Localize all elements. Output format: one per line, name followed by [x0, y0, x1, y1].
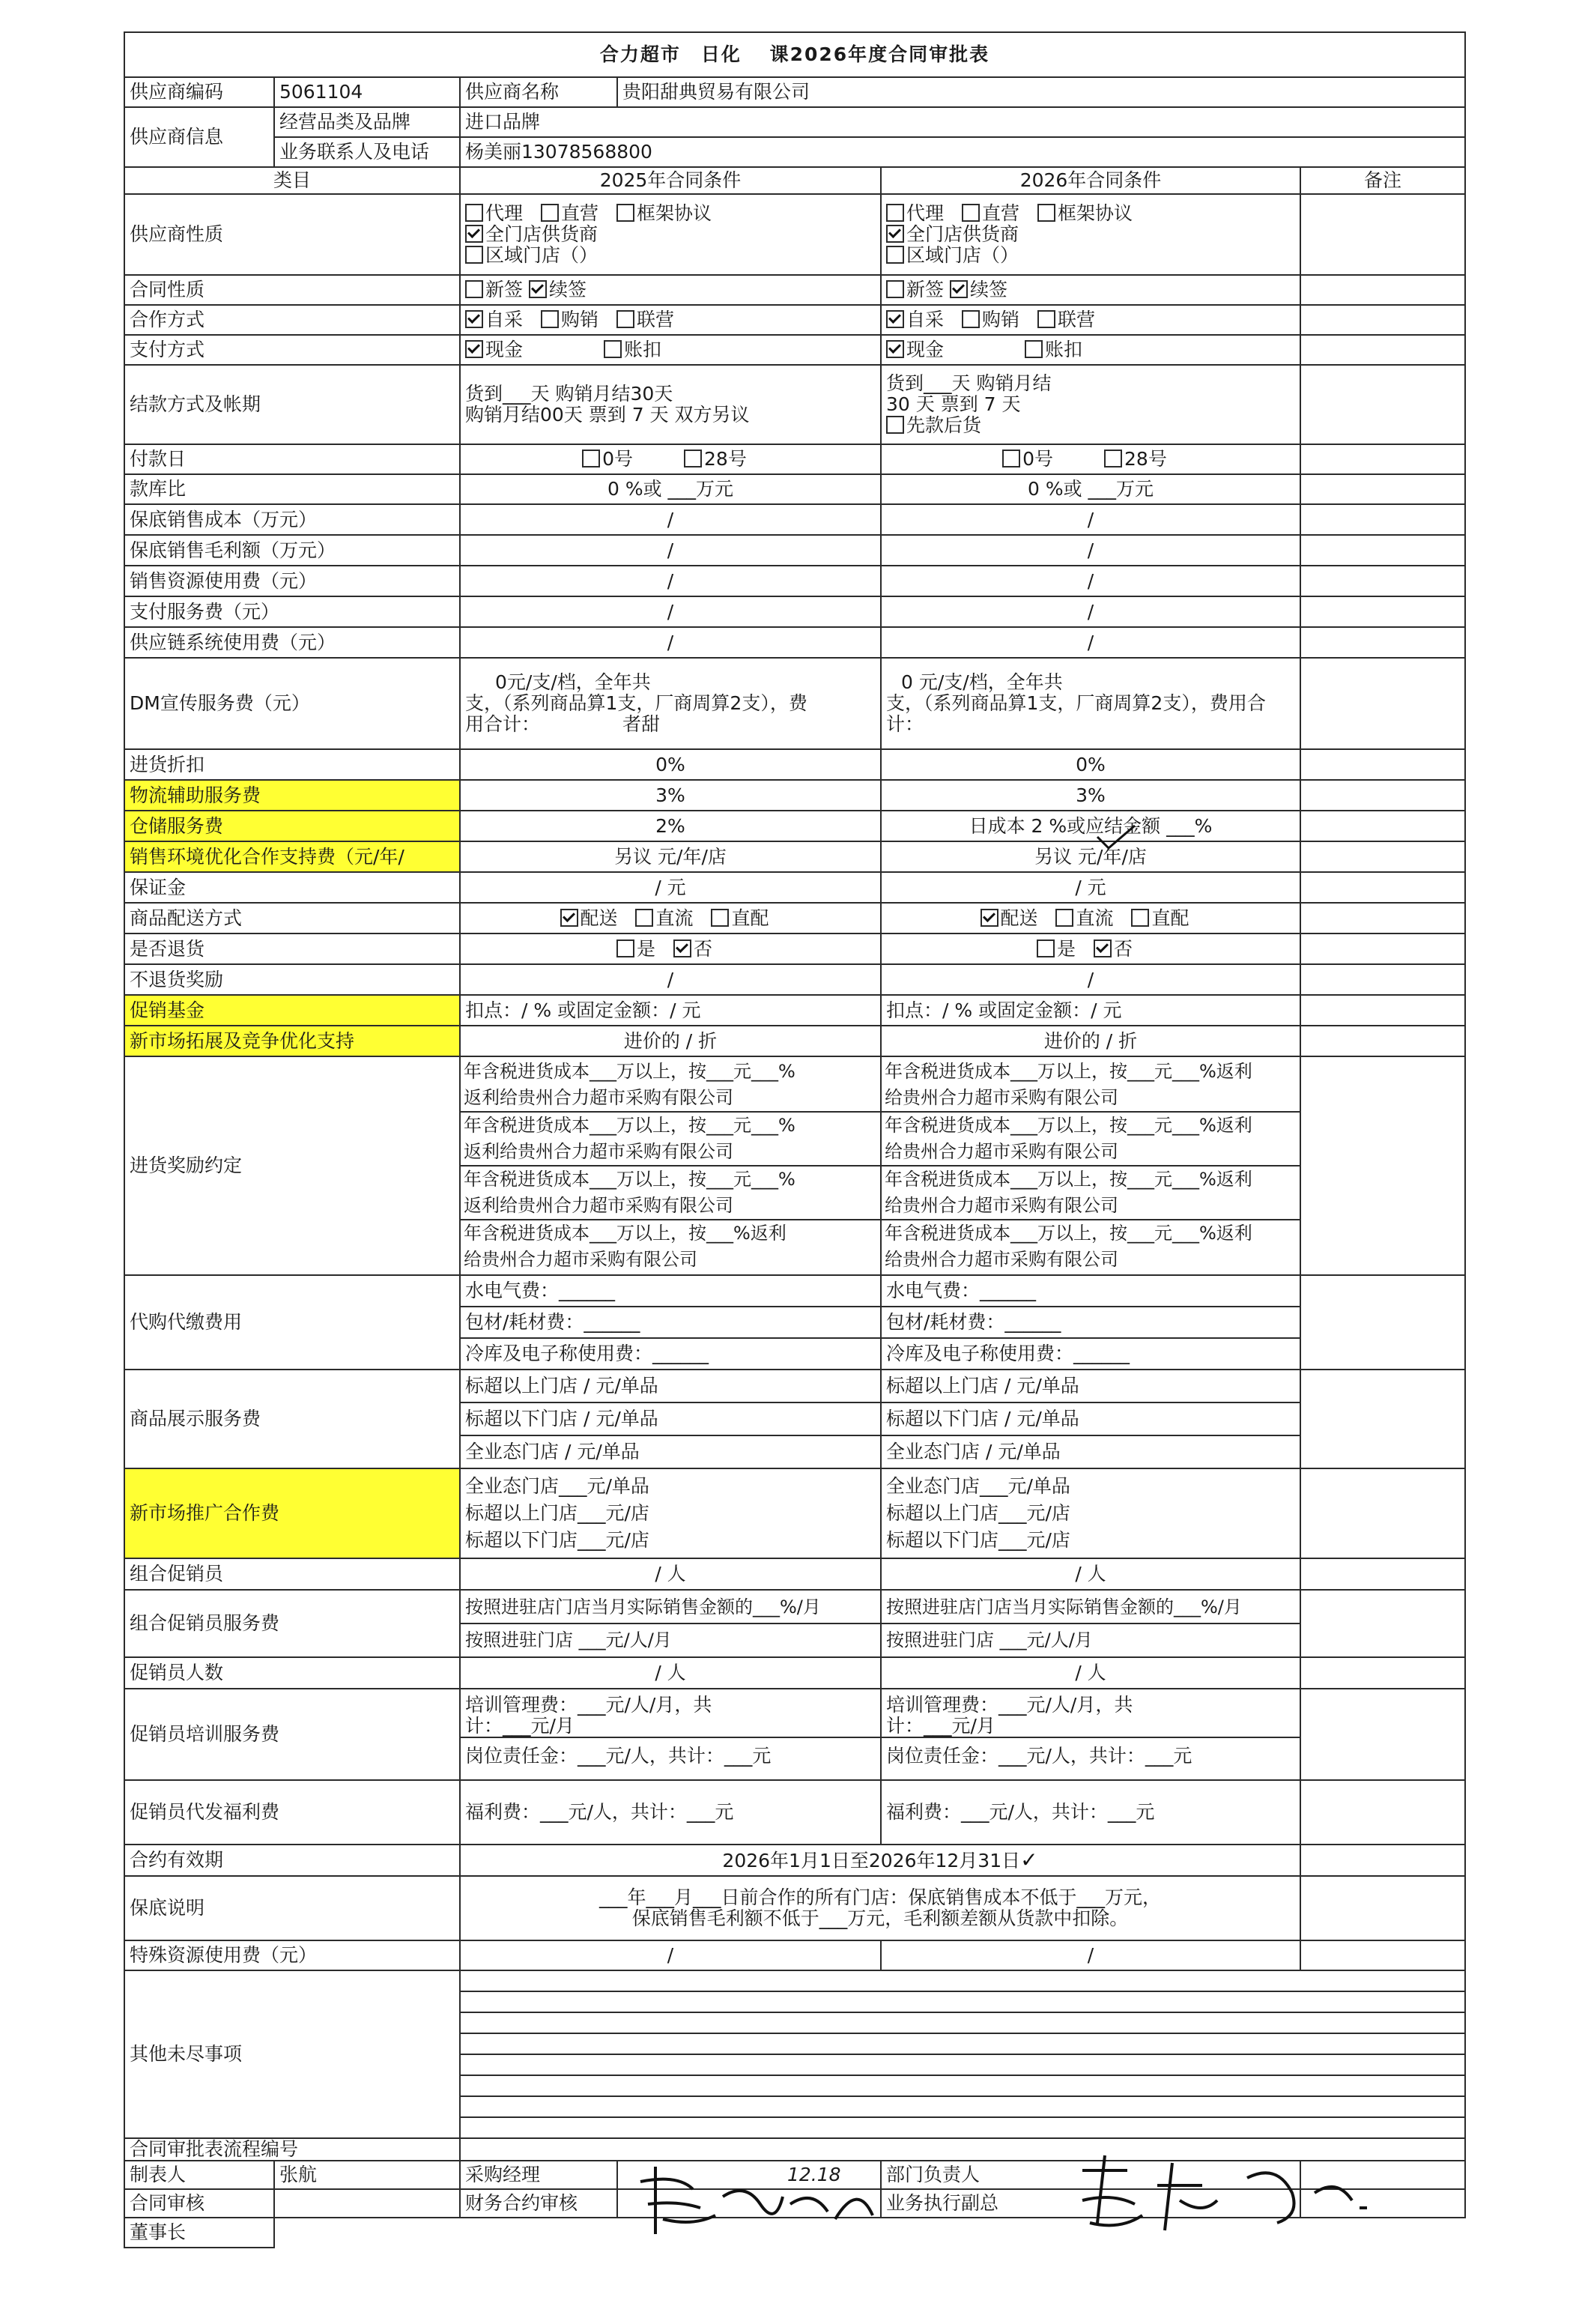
- row-2026: 0%: [881, 749, 1300, 780]
- slash-row-label: 供应链系统使用费（元）: [124, 627, 460, 658]
- remark-cell: [1300, 1026, 1465, 1056]
- dm-fee-2025: 0元/支/档，全年共 支，（系列商品算1支，厂商周算2支），费 用合计： 者甜: [460, 658, 881, 749]
- remark-cell: [1300, 933, 1465, 964]
- header-2026: 2026年合同条件: [881, 167, 1300, 194]
- promo-coop-2025: 全业态门店___元/单品 标超以上门店___元/店 标超以下门店___元/店: [460, 1468, 881, 1558]
- new-market-label: 新市场拓展及竞争优化支持: [124, 1026, 460, 1056]
- reward-label: 进货奖励约定: [124, 1056, 460, 1275]
- dm-fee-2026: 0 元/支/档，全年共 支，（系列商品算1支，厂商周算2支），费用合 计：: [881, 658, 1300, 749]
- row-2026: 3%: [881, 780, 1300, 811]
- coop-mode-label: 合作方式: [124, 305, 460, 335]
- checkbox-deduct-2026[interactable]: [1025, 340, 1043, 358]
- checkbox-distribute-2026[interactable]: [981, 909, 998, 927]
- remark-cell: [1300, 365, 1465, 444]
- pay-mode-2025: 现金 账扣: [460, 335, 881, 365]
- checkbox-new[interactable]: [465, 280, 483, 298]
- supplier-name: 贵阳甜典贸易有限公司: [617, 77, 1465, 107]
- returns-2026: 是 否: [881, 933, 1300, 964]
- remark-cell: [1300, 811, 1465, 841]
- checkbox-return-no-2026[interactable]: [1094, 939, 1112, 957]
- special-fee-2026: /: [881, 1940, 1300, 1970]
- remark-cell: [1300, 1780, 1465, 1845]
- form-title: 合力超市 日化 课2026年度合同审批表: [124, 32, 1465, 77]
- checkbox-cash[interactable]: [465, 340, 483, 358]
- checkbox-joint[interactable]: [616, 310, 634, 328]
- flow-number-label: 合同审批表流程编号: [124, 2138, 460, 2161]
- checkbox-joint-2026[interactable]: [1037, 310, 1055, 328]
- row-2025: / 元: [460, 872, 881, 903]
- checkbox-return-yes[interactable]: [616, 939, 634, 957]
- checkbox-day0-2026[interactable]: [1002, 450, 1020, 467]
- promo-fund-label: 促销基金: [124, 995, 460, 1026]
- delivery-2025: 配送 直流 直配: [460, 903, 881, 933]
- remark-cell: [1300, 1558, 1465, 1590]
- row-label: 进货折扣: [124, 749, 460, 780]
- buyer-label: 采购经理: [460, 2161, 617, 2189]
- combo-label: 组合促销员: [124, 1558, 460, 1590]
- promo-coop-label: 新市场推广合作费: [124, 1468, 460, 1558]
- remark-cell: [1300, 275, 1465, 305]
- promoter-count-label: 促销员人数: [124, 1657, 460, 1689]
- supplier-nature-label: 供应商性质: [124, 194, 460, 275]
- proxy-fee-2026: 水电气费：______ 包材/耗材费：______ 冷库及电子称使用费：______: [881, 1275, 1300, 1370]
- row-label-highlight: 物流辅助服务费: [124, 780, 460, 811]
- contract-nature-2026: 新签 续签: [881, 275, 1300, 305]
- coop-mode-2026: 自采 购销 联营: [881, 305, 1300, 335]
- row-2026: 日成本 2 %或应结金额 ___%: [881, 811, 1300, 841]
- settle-2025: 货到___天 购销月结30天 购销月结00天 票到 7 天 双方另议: [460, 365, 881, 444]
- remark-cell: [1300, 1689, 1465, 1780]
- display-fee-2025: 标超以上门店 / 元/单品 标超以下门店 / 元/单品 全业态门店 / 元/单品: [460, 1370, 881, 1468]
- checkbox-direct-dist[interactable]: [711, 909, 729, 927]
- checkbox-region-2026[interactable]: [886, 246, 904, 264]
- maker-label: 制表人: [124, 2161, 274, 2189]
- slash-row-2025: /: [460, 627, 881, 658]
- row-2025: 3%: [460, 780, 881, 811]
- others-lines: [460, 1970, 1465, 2138]
- slash-row-2026: /: [881, 566, 1300, 596]
- remark-cell: [1300, 1940, 1465, 1970]
- proxy-fee-label: 代购代缴费用: [124, 1275, 460, 1370]
- remark-cell: [1300, 964, 1465, 995]
- delivery-2026: 配送 直流 直配: [881, 903, 1300, 933]
- slash-row-2025: /: [460, 596, 881, 627]
- no-return-label: 不退货奖励: [124, 964, 460, 995]
- vp-label: 业务执行副总: [881, 2189, 1300, 2218]
- checkbox-consign[interactable]: [541, 310, 559, 328]
- special-fee-label: 特殊资源使用费（元）: [124, 1940, 460, 1970]
- slash-row-label: 支付服务费（元）: [124, 596, 460, 627]
- display-fee-2026: 标超以上门店 / 元/单品 标超以下门店 / 元/单品 全业态门店 / 元/单品: [881, 1370, 1300, 1468]
- stock-ratio-label: 款库比: [124, 474, 460, 504]
- remark-cell: [1300, 780, 1465, 811]
- remark-cell: [1300, 995, 1465, 1026]
- remark-cell: [1300, 444, 1465, 474]
- slash-row-2025: /: [460, 566, 881, 596]
- checkbox-self-buy[interactable]: [465, 310, 483, 328]
- buyer-sign-date: 12.18: [787, 2164, 841, 2185]
- no-return-2025: /: [460, 964, 881, 995]
- dept-head-signature: [1067, 2148, 1442, 2238]
- row-2025: 0%: [460, 749, 881, 780]
- checkbox-renew[interactable]: [529, 280, 547, 298]
- coop-mode-2025: 自采 购销 联营: [460, 305, 881, 335]
- slash-row-2025: /: [460, 535, 881, 566]
- combo-fee-2025: 按照进驻店门店当月实际销售金额的___%/月 按照进驻门店 ___元/人/月: [460, 1590, 881, 1657]
- remark-cell: [1300, 627, 1465, 658]
- slash-row-2025: /: [460, 504, 881, 535]
- contract-nature-2025: 新签 续签: [460, 275, 881, 305]
- checkbox-direct-dist-2026[interactable]: [1131, 909, 1149, 927]
- welfare-label: 促销员代发福利费: [124, 1780, 460, 1845]
- checkbox-direct-flow-2026[interactable]: [1055, 909, 1073, 927]
- checkbox-day28[interactable]: [684, 450, 702, 467]
- remark-cell: [1300, 1370, 1465, 1468]
- remark-cell: [1300, 903, 1465, 933]
- returns-label: 是否退货: [124, 933, 460, 964]
- checkbox-return-yes-2026[interactable]: [1037, 939, 1055, 957]
- display-fee-label: 商品展示服务费: [124, 1370, 460, 1468]
- slash-row-label: 保底销售成本（万元）: [124, 504, 460, 535]
- reward-2025: 年含税进货成本___万以上，按___元___% 返利给贵州合力超市采购有限公司 年含税进货成本___万以上，按___元___% 返利给贵州合力超市采购有限公司 年含税进货成本___万以上，按___元___% 返利给贵州合力超市采购有限公司 年含税进货成本___万以上，按___%返利 给贵州合力超市采购有限公司: [460, 1056, 881, 1275]
- special-fee-2025: /: [460, 1940, 881, 1970]
- no-return-2026: /: [881, 964, 1300, 995]
- supplier-name-label: 供应商名称: [460, 77, 617, 107]
- training-fee-2026: 培训管理费：___元/人/月，共 计：___元/月 岗位责任金：___元/人，共计：___元: [881, 1689, 1300, 1780]
- row-2025: 2%: [460, 811, 881, 841]
- checkbox-region[interactable]: [465, 246, 483, 264]
- checkbox-deduct[interactable]: [604, 340, 622, 358]
- row-label: 保证金: [124, 872, 460, 903]
- reward-2026: 年含税进货成本___万以上，按___元___%返利 给贵州合力超市采购有限公司 年含税进货成本___万以上，按___元___%返利 给贵州合力超市采购有限公司 年含税进货成本___万以上，按___元___%返利 给贵州合力超市采购有限公司 年含税进货成本___万以上，按___元___%返利 给贵州合力超市采购有限公司: [881, 1056, 1300, 1275]
- training-fee-2025: 培训管理费：___元/人/月，共 计：___元/月 岗位责任金：___元/人，共计：___元: [460, 1689, 881, 1780]
- combo-fee-label: 组合促销员服务费: [124, 1590, 460, 1657]
- row-2026: 另议 元/年/店: [881, 841, 1300, 872]
- promo-coop-2026: 全业态门店___元/单品 标超以上门店___元/店 标超以下门店___元/店: [881, 1468, 1300, 1558]
- validity-label: 合约有效期: [124, 1845, 460, 1876]
- checkbox-self-buy-2026[interactable]: [886, 310, 904, 328]
- category-value: 进口品牌: [460, 107, 1465, 137]
- remark-cell: [1300, 1468, 1465, 1558]
- pay-mode-2026: 现金 账扣: [881, 335, 1300, 365]
- checkbox-distribute[interactable]: [560, 909, 578, 927]
- row-label-highlight: 仓储服务费: [124, 811, 460, 841]
- remark-cell: [1300, 1876, 1465, 1940]
- promoter-count-2025: / 人: [460, 1657, 881, 1689]
- pay-day-2025: 0号 28号: [460, 444, 881, 474]
- remark-cell: [1300, 335, 1465, 365]
- training-fee-label: 促销员培训服务费: [124, 1689, 460, 1780]
- checkbox-agent-2026[interactable]: [886, 204, 904, 222]
- handwritten-note: 者甜: [622, 713, 661, 735]
- buyer-signature: [633, 2152, 978, 2249]
- checkbox-agent[interactable]: [465, 204, 483, 222]
- checkbox-renew-2026[interactable]: [950, 280, 968, 298]
- checkbox-direct-flow[interactable]: [635, 909, 653, 927]
- pay-day-2026: 0号 28号: [881, 444, 1300, 474]
- remark-cell: [1300, 535, 1465, 566]
- combo-2025: / 人: [460, 1558, 881, 1590]
- remark-cell: [1300, 1275, 1465, 1370]
- supplier-code-label: 供应商编码: [124, 77, 274, 107]
- finance-label: 财务合约审核: [460, 2189, 617, 2218]
- remark-cell: [1300, 1590, 1465, 1657]
- guarantee-label: 保底说明: [124, 1876, 460, 1940]
- slash-row-2026: /: [881, 535, 1300, 566]
- checkbox-new-2026[interactable]: [886, 280, 904, 298]
- dept-head-label: 部门负责人: [881, 2161, 1300, 2189]
- promoter-count-2026: / 人: [881, 1657, 1300, 1689]
- contract-nature-label: 合同性质: [124, 275, 460, 305]
- remark-cell: [1300, 194, 1465, 275]
- chair-label: 董事长: [124, 2218, 274, 2248]
- header-2025: 2025年合同条件: [460, 167, 881, 194]
- validity-value: 2026年1月1日至2026年12月31日✓: [460, 1845, 1300, 1876]
- tick-mark-storage: [1094, 822, 1139, 852]
- checkbox-day0[interactable]: [582, 450, 600, 467]
- checkbox-day28-2026[interactable]: [1104, 450, 1122, 467]
- checkbox-cash-2026[interactable]: [886, 340, 904, 358]
- contact-label: 业务联系人及电话: [274, 137, 460, 167]
- review-label: 合同审核: [124, 2189, 274, 2218]
- header-remark: 备注: [1300, 167, 1465, 194]
- checkbox-direct-2026[interactable]: [962, 204, 980, 222]
- new-market-2026: 进价的 / 折: [881, 1026, 1300, 1056]
- dm-fee-label: DM宣传服务费（元）: [124, 658, 460, 749]
- combo-2026: / 人: [881, 1558, 1300, 1590]
- welfare-2025: 福利费：___元/人，共计：___元: [460, 1780, 881, 1845]
- checkbox-frame-2026[interactable]: [1037, 204, 1055, 222]
- checkbox-all-stores[interactable]: [465, 225, 483, 243]
- pay-day-label: 付款日: [124, 444, 460, 474]
- remark-cell: [1300, 305, 1465, 335]
- checkbox-prepay[interactable]: [886, 416, 904, 434]
- remark-cell: [1300, 841, 1465, 872]
- settle-label: 结款方式及帐期: [124, 365, 460, 444]
- checkbox-frame[interactable]: [616, 204, 634, 222]
- remark-cell: [1300, 749, 1465, 780]
- review-sign: [274, 2189, 460, 2218]
- remark-cell: [1300, 474, 1465, 504]
- slash-row-2026: /: [881, 627, 1300, 658]
- settle-2026: 货到___天 购销月结 30 天 票到 7 天 先款后货: [881, 365, 1300, 444]
- remark-cell: [1300, 872, 1465, 903]
- checkbox-consign-2026[interactable]: [962, 310, 980, 328]
- supplier-code: 5061104: [274, 77, 460, 107]
- slash-row-label: 保底销售毛利额（万元）: [124, 535, 460, 566]
- header-item: 类目: [124, 167, 460, 194]
- row-2026: / 元: [881, 872, 1300, 903]
- remark-cell: [1300, 658, 1465, 749]
- proxy-fee-2025: 水电气费：______ 包材/耗材费：______ 冷库及电子称使用费：______: [460, 1275, 881, 1370]
- checkbox-return-no[interactable]: [673, 939, 691, 957]
- approval-form: [124, 31, 1464, 2248]
- row-label-highlight: 销售环境优化合作支持费（元/年/: [124, 841, 460, 872]
- remark-cell: [1300, 596, 1465, 627]
- approval-table: [124, 31, 1466, 2248]
- promo-fund-2026: 扣点：/ % 或固定金额：/ 元: [881, 995, 1300, 1026]
- pay-mode-label: 支付方式: [124, 335, 460, 365]
- supplier-info-label: 供应商信息: [124, 107, 274, 167]
- guarantee-text: ___年___月___日前合作的所有门店：保底销售成本不低于___万元， 保底销售毛利额不低于___万元，毛利额差额从货款中扣除。: [460, 1876, 1300, 1940]
- stock-ratio-2026: 0 %或 ___万元: [881, 474, 1300, 504]
- remark-cell: [1300, 504, 1465, 535]
- checkbox-direct[interactable]: [541, 204, 559, 222]
- row-2025: 另议 元/年/店: [460, 841, 881, 872]
- maker-name: 张航: [274, 2161, 460, 2189]
- others-label: 其他未尽事项: [124, 1970, 460, 2138]
- combo-fee-2026: 按照进驻店门店当月实际销售金额的___%/月 按照进驻门店 ___元/人/月: [881, 1590, 1300, 1657]
- slash-row-2026: /: [881, 596, 1300, 627]
- contact-value: 杨美丽13078568800: [460, 137, 1465, 167]
- checkbox-all-stores-2026[interactable]: [886, 225, 904, 243]
- remark-cell: [1300, 1657, 1465, 1689]
- returns-2025: 是 否: [460, 933, 881, 964]
- stock-ratio-2025: 0 %或 ___万元: [460, 474, 881, 504]
- remark-cell: [1300, 1056, 1465, 1275]
- promo-fund-2025: 扣点：/ % 或固定金额：/ 元: [460, 995, 881, 1026]
- welfare-2026: 福利费：___元/人，共计：___元: [881, 1780, 1300, 1845]
- slash-row-2026: /: [881, 504, 1300, 535]
- supplier-nature-2025: 代理 直营 框架协议 全门店供货商 区域门店（）: [460, 194, 881, 275]
- category-label: 经营品类及品牌: [274, 107, 460, 137]
- delivery-label: 商品配送方式: [124, 903, 460, 933]
- supplier-nature-2026: 代理 直营 框架协议 全门店供货商 区域门店（）: [881, 194, 1300, 275]
- slash-row-label: 销售资源使用费（元）: [124, 566, 460, 596]
- remark-cell: [1300, 1845, 1465, 1876]
- new-market-2025: 进价的 / 折: [460, 1026, 881, 1056]
- remark-cell: [1300, 566, 1465, 596]
